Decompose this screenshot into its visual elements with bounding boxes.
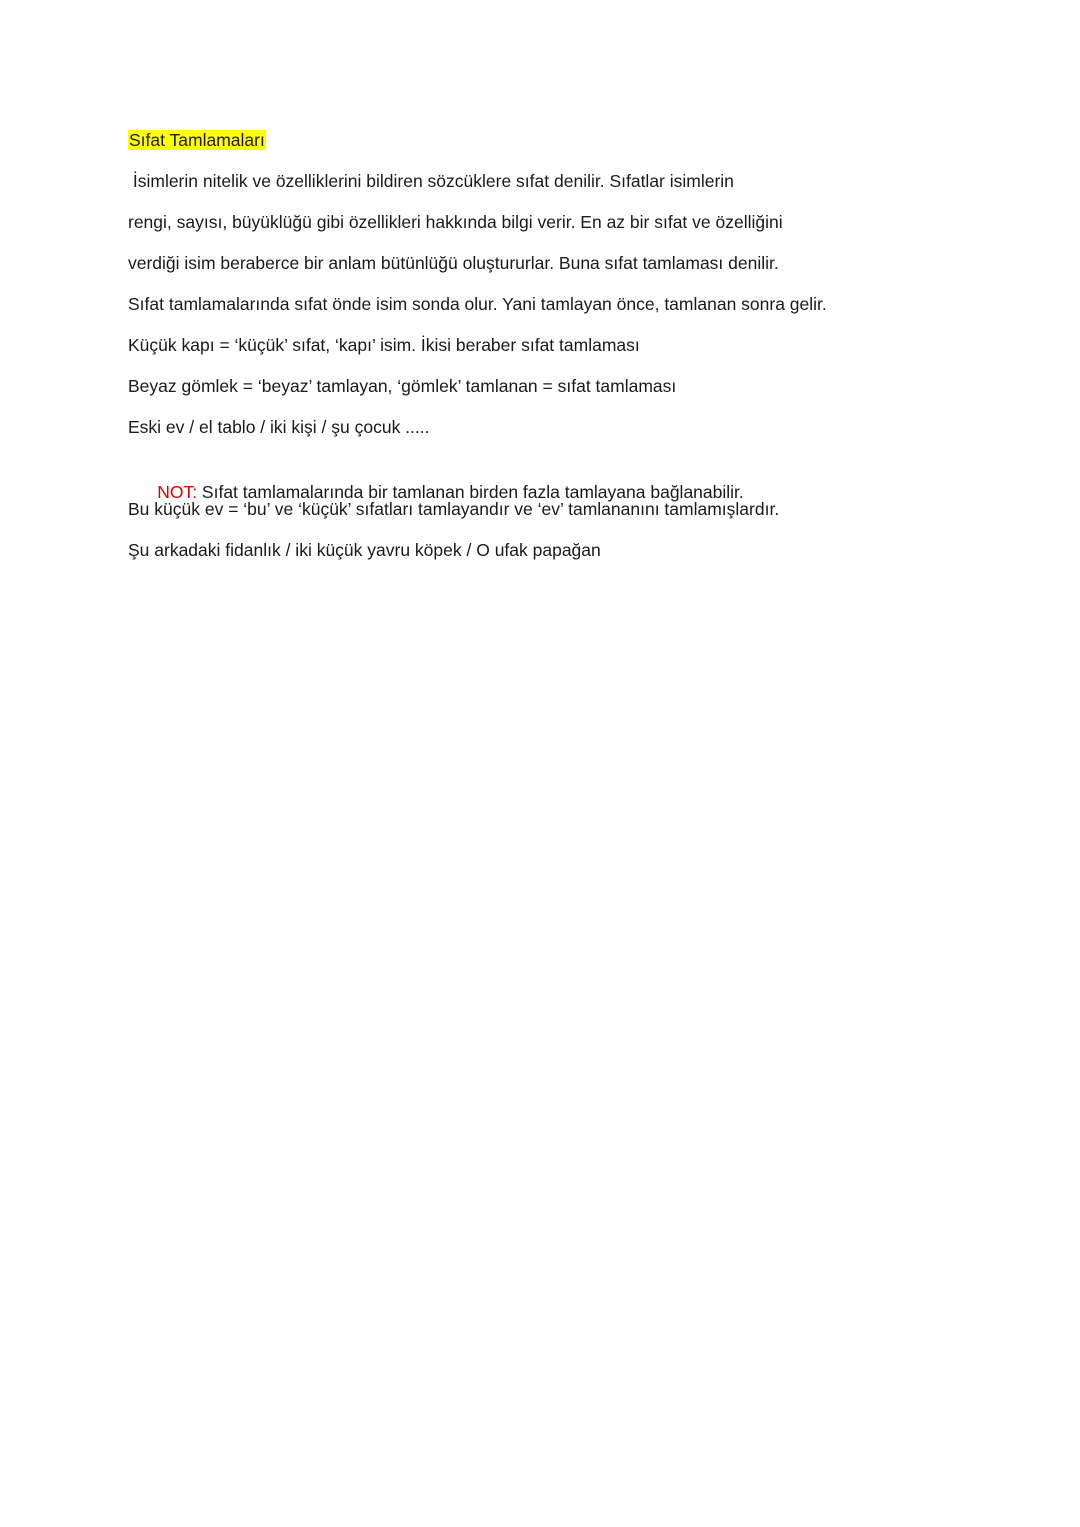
document-title-line <box>128 128 988 152</box>
example-line: Eski ev / el tablo / iki kişi / şu çocuk ..... <box>128 417 430 437</box>
document-title: Sıfat Tamlamaları <box>129 130 265 150</box>
note-line <box>128 456 988 502</box>
example-line: Küçük kapı = ‘küçük’ sıfat, ‘kapı’ isim. İkisi beraber sıfat tamlaması <box>128 335 640 355</box>
paragraph-line: verdiği isim beraberce bir anlam bütünlüğü oluştururlar. Buna sıfat tamlaması denilir. <box>128 253 779 273</box>
example-line: Şu arkadaki fidanlık / iki küçük yavru köpek / O ufak papağan <box>128 540 601 560</box>
document-body <box>128 128 988 579</box>
paragraph-line: Sıfat tamlamalarında sıfat önde isim sonda olur. Yani tamlayan önce, tamlanan sonra gelir. <box>128 294 827 314</box>
note-label: NOT: <box>157 482 198 502</box>
paragraph-line: rengi, sayısı, büyüklüğü gibi özellikleri hakkında bilgi verir. En az bir sıfat ve özelliğini <box>128 212 783 232</box>
paragraph-line: İsimlerin nitelik ve özelliklerini bildiren sözcüklere sıfat denilir. Sıfatlar isimlerin <box>128 171 734 191</box>
example-line: Beyaz gömlek = ‘beyaz’ tamlayan, ‘gömlek’ tamlanan = sıfat tamlaması <box>128 376 677 396</box>
note-text: Sıfat tamlamalarında bir tamlanan birden fazla tamlayana bağlanabilir. <box>197 482 744 502</box>
example-line: Bu küçük ev = ‘bu’ ve ‘küçük’ sıfatları tamlayandır ve ‘ev’ tamlananını tamlamışlardır. <box>128 499 780 519</box>
